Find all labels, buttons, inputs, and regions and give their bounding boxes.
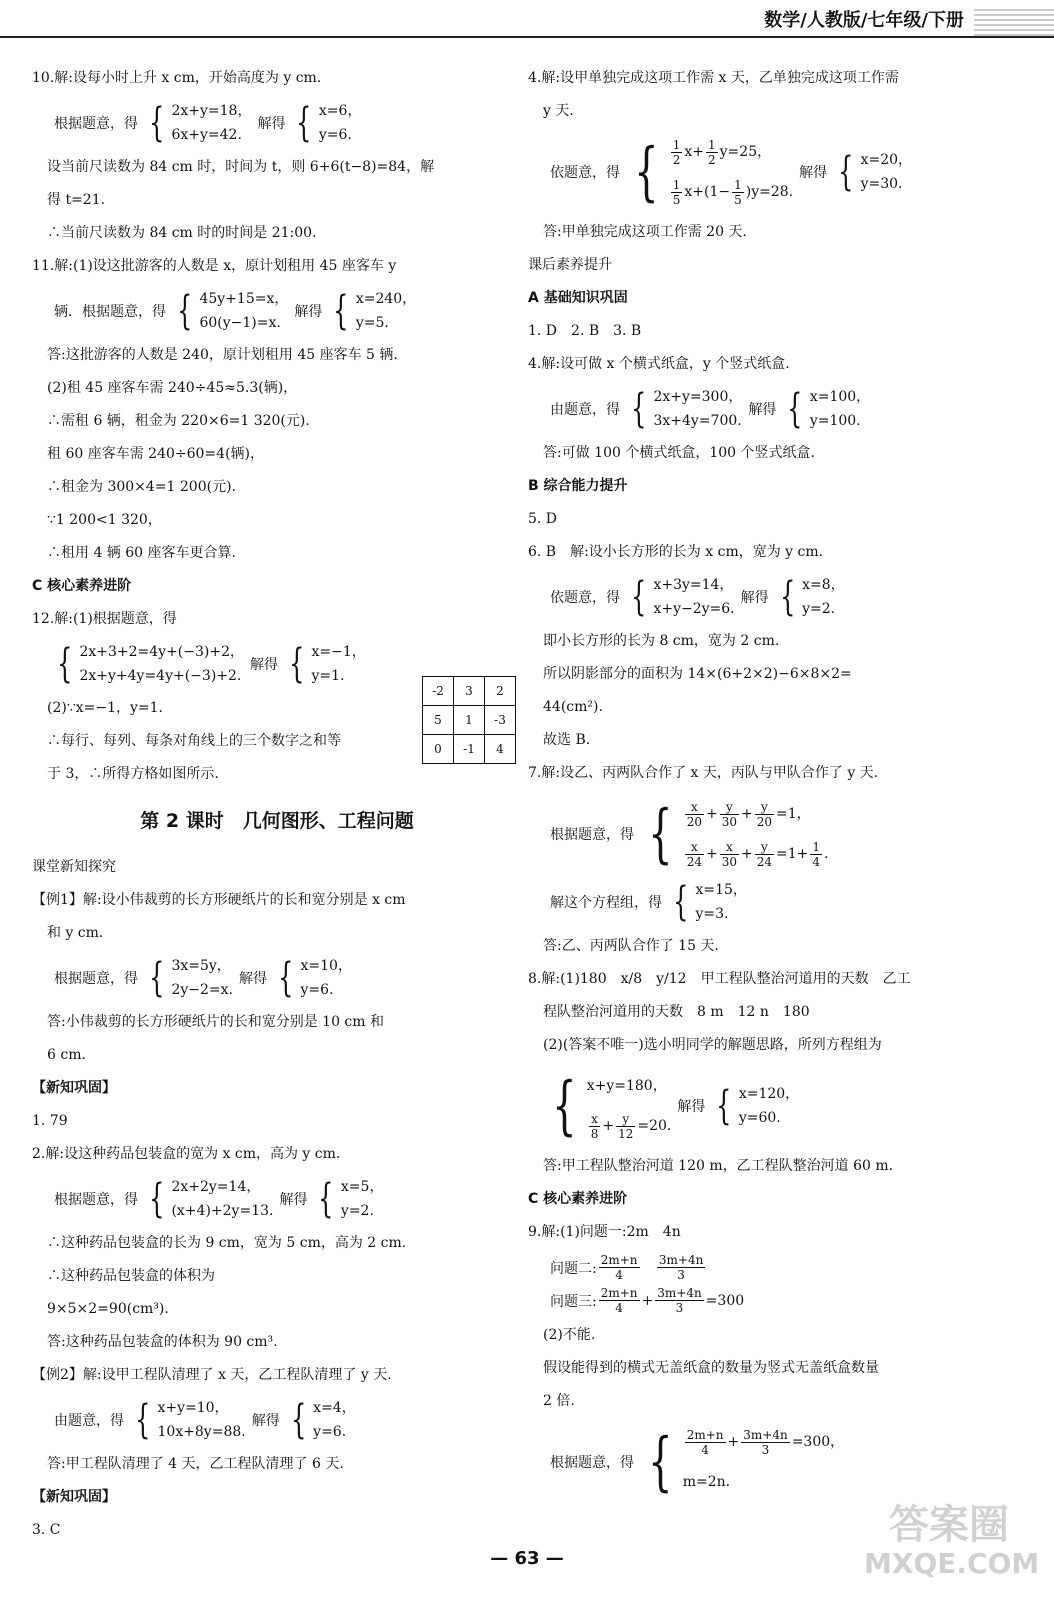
- magic-square-grid: [422, 676, 516, 764]
- q10-line4: 得 t=21.: [47, 192, 106, 208]
- right-column: [528, 62, 1028, 1506]
- q6-line3: 即小长方形的长为 8 cm，宽为 2 cm.: [543, 633, 780, 649]
- q11-line8: ∵1 200<1 320，: [47, 512, 162, 528]
- q4b-eq2: 3x+4y=700.: [653, 413, 742, 429]
- lesson-title: 第 2 课时 几何图形、工程问题: [140, 810, 414, 832]
- q6-res1: x=8，: [802, 577, 845, 593]
- consolidate-heading-2: 【新知巩固】: [32, 1489, 116, 1505]
- q11-res2: y=5.: [355, 315, 389, 331]
- q4-system: 依题意，得 { $\frac{1}{2}$ x+ $\frac{1}{2}$ y=25， $\frac{1}{5}$ x+(1− $\frac{1}{5}$ )y=28. 解得 { x=20， y=30.: [528, 132, 1028, 212]
- q8-system: { x+y=180， $\frac{x}{8}$ + $\frac{y}{12}$ =20. 解得 { x=120， y=60.: [528, 1066, 1028, 1146]
- explore-heading: 课堂新知探究: [32, 859, 116, 875]
- consolidate-heading-1: 【新知巩固】: [32, 1080, 116, 1096]
- ex1-line4: 6 cm.: [47, 1047, 86, 1063]
- q11-line6: 租 60 座客车需 240÷60=4(辆)，: [47, 446, 264, 462]
- q4-eq2: $\frac{1}{5}$ x+(1− $\frac{1}{5}$ )y=28.: [672, 177, 794, 207]
- q9-problem3: 问题三: $\frac{2m+n}{4}$ + $\frac{3m+4n}{3}$ =300: [550, 1286, 745, 1315]
- q7-eq1: $\frac{x}{20}$ + $\frac{y}{30}$ + $\frac{y}{20}$ =1，: [686, 799, 811, 829]
- q2-res2: y=2.: [340, 1203, 374, 1219]
- section-a: A 基础知识巩固: [528, 290, 628, 306]
- answer-3: 3. C: [32, 1522, 61, 1538]
- section-b: B 综合能力提升: [528, 478, 628, 494]
- ex2-res2: y=6.: [313, 1424, 347, 1440]
- q6-line6: 故选 B.: [543, 732, 591, 748]
- q12-system: { 2x+3+2=4y+(−3)+2， 2x+y+4y=4y+(−3)+2. 解得 { x=−1， y=1.: [57, 641, 366, 687]
- header-rule: [0, 36, 1054, 38]
- ex1-mid: 解得: [238, 971, 267, 987]
- q4-line1: 4.解:设甲单独完成这项工作需 x 天，乙单独完成这项工作需: [528, 70, 899, 86]
- fraction: $\frac{1}{2}$: [708, 137, 716, 167]
- q12-res1: x=−1，: [311, 644, 366, 660]
- ex1-res1: x=10，: [300, 958, 352, 974]
- q7-eq2: $\frac{x}{24}$ + $\frac{x}{30}$ + $\frac{y}{24}$ =1+ $\frac{1}{4}$ .: [686, 839, 829, 869]
- grid-cell: 5: [423, 706, 454, 735]
- fraction: $\frac{1}{2}$: [672, 137, 681, 167]
- ex1-line2: 和 y cm.: [47, 925, 104, 941]
- left-column: [32, 62, 522, 1547]
- q2-line6: 答:这种药品包装盒的体积为 90 cm³.: [47, 1334, 278, 1350]
- q10-line3: 设当前尺读数为 84 cm 时，时间为 t，则 6+6(t−8)=84，解: [47, 159, 435, 175]
- q4b-line1: 4.解:设可做 x 个横式纸盒，y 个竖式纸盒.: [528, 356, 790, 372]
- q11-line7: ∴租金为 300×4=1 200(元).: [47, 479, 236, 495]
- q9-system: 根据题意，得 { $\frac{2m+n}{4}$ + $\frac{3m+4n}{3}$ =300， m=2n.: [528, 1422, 1028, 1502]
- q12-line4: ∴每行、每列、每条对角线上的三个数字之和等: [47, 733, 341, 749]
- q2-pre: 根据题意，得: [54, 1192, 138, 1208]
- q11-res1: x=240，: [355, 291, 417, 307]
- q6-line5: 44(cm²).: [543, 699, 603, 715]
- q4-line2: y 天.: [543, 103, 574, 119]
- q7-res1: x=15，: [695, 882, 747, 898]
- q6-system: 依题意，得 { x+3y=14， x+y−2y=6. 解得 { x=8， y=2.: [550, 574, 845, 620]
- q10-res2: y=6.: [318, 127, 352, 143]
- q11-eq2: 60(y−1)=x.: [199, 315, 281, 331]
- q2-line4: ∴这种药品包装盒的体积为: [47, 1268, 215, 1284]
- answers-1-3: 1. D 2. B 3. B: [528, 323, 642, 339]
- q11-line3: 答:这批游客的人数是 240，原计划租用 45 座客车 5 辆.: [47, 347, 398, 363]
- q7-line3: 答:乙、丙两队合作了 15 天.: [543, 938, 719, 954]
- q8-line2: 程队整治河道用的天数 8 m 12 n 180: [543, 1004, 810, 1020]
- q6-pre: 依题意，得: [550, 590, 620, 606]
- ex2-line1: 【例2】解:设甲工程队清理了 x 天，乙工程队清理了 y 天.: [32, 1367, 392, 1383]
- after-class-heading: 课后素养提升: [528, 257, 612, 273]
- q2-line1: 2.解:设这种药品包装盒的宽为 x cm，高为 y cm.: [32, 1146, 341, 1162]
- grid-cell: 4: [485, 735, 516, 764]
- q11-mid: 解得: [294, 304, 323, 320]
- q6-line4: 所以阴影部分的面积为 14×(6+2×2)−6×8×2=: [543, 666, 852, 682]
- q9-eq1: $\frac{2m+n}{4}$ + $\frac{3m+4n}{3}$ =300，: [686, 1427, 845, 1457]
- q4b-res1: x=100，: [809, 389, 871, 405]
- q12-eq1: 2x+3+2=4y+(−3)+2，: [79, 644, 245, 660]
- q6-line1: 6. B 解:设小长方形的长为 x cm，宽为 y cm.: [528, 544, 824, 560]
- ex1-eq2: 2y−2=x.: [171, 982, 233, 998]
- q4b-system: 由题意，得 { 2x+y=300， 3x+4y=700. 解得 { x=100， y=100.: [550, 386, 871, 432]
- q10-line5: ∴当前尺读数为 84 cm 时的时间是 21:00.: [47, 225, 317, 241]
- grid-cell: -3: [485, 706, 516, 735]
- section-c-left: C 核心素养进阶: [32, 578, 132, 594]
- q6-eq2: x+y−2y=6.: [653, 601, 735, 617]
- q9-problem2: 问题二: $\frac{2m+n}{4}$ $\frac{3m+4n}{3}$: [550, 1253, 704, 1282]
- q6-res2: y=2.: [802, 601, 836, 617]
- ex2-eq1: x+y=10，: [157, 1400, 229, 1416]
- q4b-mid: 解得: [748, 402, 777, 418]
- q4b-line3: 答:可做 100 个横式纸盒，100 个竖式纸盒.: [543, 445, 815, 461]
- q4b-res2: y=100.: [809, 413, 861, 429]
- ex1-line3: 答:小伟裁剪的长方形硬纸片的长和宽分别是 10 cm 和: [47, 1014, 384, 1030]
- q9-eq2: m=2n.: [682, 1474, 731, 1490]
- q4b-eq1: 2x+y=300，: [653, 389, 743, 405]
- q11-pre: 辆．根据题意，得: [54, 304, 166, 320]
- ex2-line3: 答:甲工程队清理了 4 天，乙工程队清理了 6 天.: [47, 1456, 344, 1472]
- q8-eq2: $\frac{x}{8}$ + $\frac{y}{12}$ =20.: [590, 1111, 672, 1141]
- q11-eq1: 45y+15=x，: [199, 291, 289, 307]
- grid-cell: 1: [454, 706, 485, 735]
- q2-line5: 9×5×2=90(cm³).: [47, 1301, 169, 1317]
- q7-system: 根据题意，得 { $\frac{x}{20}$ + $\frac{y}{30}$ + $\frac{y}{20}$ =1， $\frac{x}{24}$ + $\frac{x}{30}$ + $\frac{y}{24}$ =1+ $\frac{1}{4}$ .: [528, 794, 1028, 874]
- ex1-line1: 【例1】解:设小伟裁剪的长方形硬纸片的长和宽分别是 x cm: [32, 892, 406, 908]
- q2-mid: 解得: [279, 1192, 308, 1208]
- q10-mid: 解得: [257, 116, 286, 132]
- q6-mid: 解得: [740, 590, 769, 606]
- q8-line3: (2)(答案不唯一)选小明同学的解题思路，所列方程组为: [543, 1037, 882, 1053]
- q4-line3: 答:甲单独完成这项工作需 20 天.: [543, 224, 747, 240]
- q11-line5: ∴需租 6 辆，租金为 220×6=1 320(元).: [47, 413, 310, 429]
- q2-eq2: (x+4)+2y=13.: [171, 1203, 274, 1219]
- q12-line3: (2)∵x=−1，y=1.: [47, 700, 163, 716]
- fraction: $\frac{1}{5}$: [672, 177, 681, 207]
- q10-line1: 10.解:设每小时上升 x cm，开始高度为 y cm.: [32, 70, 322, 86]
- q12-eq2: 2x+y+4y=4y+(−3)+2.: [79, 668, 242, 684]
- q11-line4: (2)租 45 座客车需 240÷45≈5.3(辆)，: [47, 380, 298, 396]
- header-decoration: [974, 8, 1054, 36]
- q10-system: 根据题意，得 { 2x+y=18， 6x+y=42. 解得 { x=6， y=6.: [54, 100, 362, 146]
- grid-cell: -1: [454, 735, 485, 764]
- grid-cell: 2: [485, 677, 516, 706]
- q2-line3: ∴这种药品包装盒的长为 9 cm，宽为 5 cm，高为 2 cm.: [47, 1235, 407, 1251]
- q7-res2: y=3.: [695, 906, 729, 922]
- q4b-pre: 由题意，得: [550, 402, 620, 418]
- q10-pre: 根据题意，得: [54, 116, 138, 132]
- ex1-pre: 根据题意，得: [54, 971, 138, 987]
- ex2-mid: 解得: [251, 1413, 280, 1429]
- q4-eq1: $\frac{1}{2}$ x+ $\frac{1}{2}$ y=25，: [672, 137, 772, 167]
- q4-mid: 解得: [799, 165, 828, 181]
- q12-line5: 于 3，∴所得方格如图所示.: [47, 766, 219, 782]
- q6-eq1: x+3y=14，: [653, 577, 734, 593]
- q9-line1: 9.解:(1)问题一:2m 4n: [528, 1224, 681, 1240]
- q9-line6: 2 倍.: [543, 1393, 575, 1409]
- q10-eq2: 6x+y=42.: [171, 127, 242, 143]
- q9-line4: (2)不能.: [543, 1327, 596, 1343]
- q9-line5: 假设能得到的横式无盖纸盒的数量为竖式无盖纸盒数量: [543, 1360, 879, 1376]
- answer-5: 5. D: [528, 511, 558, 527]
- q12-line1: 12.解:(1)根据题意，得: [32, 611, 177, 627]
- q10-eq1: 2x+y=18，: [171, 103, 252, 119]
- q12-res2: y=1.: [311, 668, 345, 684]
- q4-res1: x=20，: [860, 152, 913, 168]
- grid-cell: 3: [454, 677, 485, 706]
- q10-res1: x=6，: [318, 103, 362, 119]
- ex2-pre: 由题意，得: [54, 1413, 124, 1429]
- section-c-right: C 核心素养进阶: [528, 1191, 628, 1207]
- fraction: $\frac{1}{5}$: [734, 177, 742, 207]
- page-number: — 63 —: [490, 1548, 564, 1569]
- q8-res2: y=60.: [738, 1110, 781, 1126]
- q11-system: 辆．根据题意，得 { 45y+15=x， 60(y−1)=x. 解得 { x=240， y=5.: [54, 288, 417, 334]
- q7-mid: 解这个方程组，得: [550, 895, 662, 911]
- header-title: 数学/人教版/七年级/下册: [764, 10, 964, 31]
- q2-eq1: 2x+2y=14，: [171, 1179, 261, 1195]
- q11-line9: ∴租用 4 辆 60 座客车更合算.: [47, 545, 236, 561]
- q8-res1: x=120，: [738, 1086, 800, 1102]
- ex1-res2: y=6.: [300, 982, 334, 998]
- ex2-res1: x=4，: [313, 1400, 356, 1416]
- q2-system: 根据题意，得 { 2x+2y=14， (x+4)+2y=13. 解得 { x=5， y=2.: [54, 1176, 384, 1222]
- q7-pre: 根据题意，得: [550, 827, 634, 843]
- grid-cell: 0: [423, 735, 454, 764]
- ex2-system: 由题意，得 { x+y=10， 10x+8y=88. 解得 { x=4， y=6.: [54, 1397, 356, 1443]
- q8-eq1: x+y=180，: [586, 1078, 667, 1094]
- answer-1: 1. 79: [32, 1113, 68, 1129]
- ex1-eq1: 3x=5y，: [171, 958, 231, 974]
- q12-mid: 解得: [250, 657, 279, 673]
- page-header: [0, 0, 1054, 44]
- watermark-logo: 答案圈 MXQE.COM: [864, 1502, 1040, 1580]
- q8-line4: 答:甲工程队整治河道 120 m，乙工程队整治河道 60 m.: [543, 1158, 894, 1174]
- ex1-system: 根据题意，得 { 3x=5y， 2y−2=x. 解得 { x=10， y=6.: [54, 955, 352, 1001]
- grid-cell: -2: [423, 677, 454, 706]
- q8-line1: 8.解:(1)180 x/8 y/12 甲工程队整治河道用的天数 乙工: [528, 971, 911, 987]
- q7-solution: 解这个方程组，得 { x=15， y=3.: [550, 879, 747, 925]
- q4-pre: 依题意，得: [550, 165, 620, 181]
- ex2-eq2: 10x+8y=88.: [157, 1424, 246, 1440]
- q11-line1: 11.解:(1)设这批游客的人数是 x，原计划租用 45 座客车 y: [32, 258, 397, 274]
- q8-mid: 解得: [677, 1099, 706, 1115]
- q2-res1: x=5，: [340, 1179, 384, 1195]
- q7-line1: 7.解:设乙、丙两队合作了 x 天，丙队与甲队合作了 y 天.: [528, 765, 879, 781]
- q4-res2: y=30.: [860, 176, 903, 192]
